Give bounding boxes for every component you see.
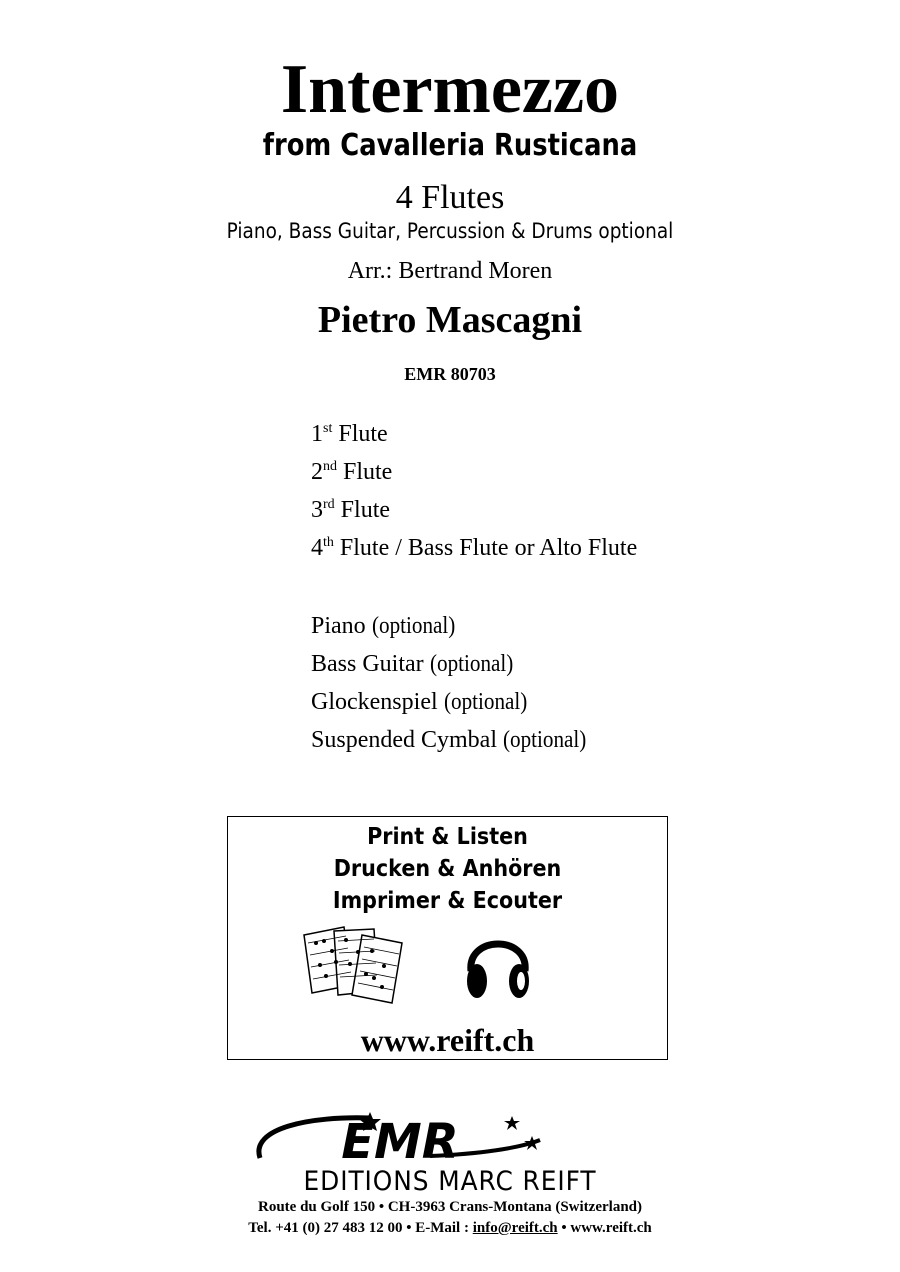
- publisher-tel: Tel. +41 (0) 27 483 12 00 • E-Mail :: [248, 1220, 469, 1236]
- catalog-number: EMR 80703: [404, 364, 496, 384]
- sheet-music-icon: [300, 921, 412, 1005]
- publisher-name: EDITIONS MARC REIFT: [303, 1166, 597, 1197]
- publisher-web[interactable]: • www.reift.ch: [561, 1220, 652, 1236]
- promo-line: Print & Listen: [367, 824, 528, 850]
- instrumentation: 4 Flutes: [395, 179, 505, 216]
- promo-line: Imprimer & Ecouter: [332, 888, 563, 914]
- part-item: 3rd Flute: [311, 497, 391, 523]
- headphones-icon: [463, 925, 533, 1003]
- optional-parts-list: [311, 607, 598, 759]
- composer: Pietro Mascagni: [317, 299, 583, 341]
- optional-part-item: Glockenspiel (optional): [311, 689, 527, 715]
- publisher-address: Route du Golf 150 • CH-3963 Crans-Montana (Switzerland): [258, 1199, 642, 1215]
- part-item: 4th Flute / Bass Flute or Alto Flute: [311, 535, 638, 561]
- part-item: 1st Flute: [311, 421, 388, 447]
- promo-url[interactable]: www.reift.ch: [360, 1022, 535, 1058]
- page-title: Intermezzo: [280, 51, 620, 128]
- svg-text:EMR: EMR: [341, 1114, 459, 1168]
- promo-line: Drucken & Anhören: [333, 856, 562, 882]
- optional-part-item: Bass Guitar (optional): [311, 651, 513, 677]
- part-item: 2nd Flute: [311, 459, 393, 485]
- emr-logo: [250, 1108, 550, 1168]
- arranger: Arr.: Bertrand Moren: [347, 258, 553, 284]
- print-listen-box: [227, 816, 668, 1060]
- publisher-email-link[interactable]: info@reift.ch: [472, 1220, 558, 1236]
- optional-part-item: Suspended Cymbal (optional): [311, 727, 587, 753]
- publisher-contact: [0, 1218, 900, 1238]
- subtitle: from Cavalleria Rusticana: [262, 128, 638, 163]
- promo-lines: [228, 821, 667, 917]
- optional-instruments: Piano, Bass Guitar, Percussion & Drums optional: [226, 219, 674, 243]
- optional-part-item: Piano (optional): [311, 613, 455, 639]
- parts-list: [311, 415, 637, 567]
